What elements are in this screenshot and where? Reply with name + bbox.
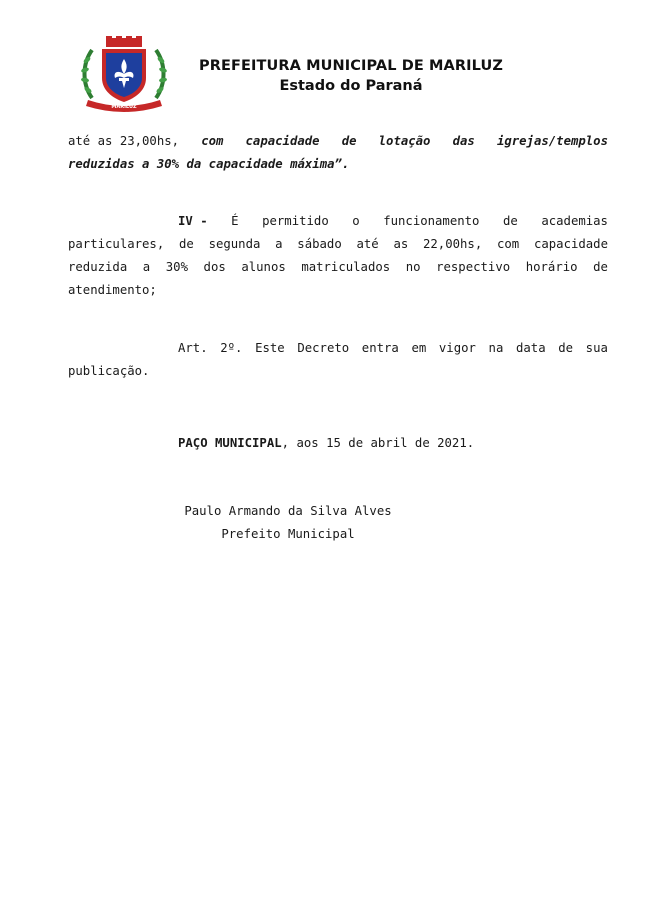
- paragraph-line: Art. 2º. Este Decreto entra em vigor na data de sua: [178, 341, 608, 355]
- item-label: IV -: [178, 214, 208, 228]
- closing-date: , aos 15 de abril de 2021.: [281, 436, 475, 450]
- closing-line: [68, 432, 608, 455]
- letterhead-title: PREFEITURA MUNICIPAL DE MARILUZ: [199, 58, 503, 74]
- paragraph-line: até as 23,00hs, com capacidade de lotação das igrejas/templos: [68, 134, 608, 148]
- paragraph-line: particulares, de segunda a sábado até as 22,00hs, com capacidade: [68, 237, 608, 251]
- paragraph-line: reduzida a 30% dos alunos matriculados no respectivo horário de: [68, 260, 608, 274]
- letterhead: [186, 56, 516, 96]
- svg-text:MARILUZ: MARILUZ: [111, 104, 137, 110]
- paragraph-line: publicação.: [68, 364, 150, 378]
- letterhead-subtitle: Estado do Paraná: [279, 78, 423, 94]
- paragraph-article-2: [68, 337, 608, 383]
- paragraph-item-iv: [68, 210, 608, 302]
- paragraph-line: atendimento;: [68, 283, 157, 297]
- signatory-name: Paulo Armando da Silva Alves: [184, 504, 392, 518]
- paragraph-line: reduzidas a 30% da capacidade máxima”.: [68, 157, 350, 171]
- municipal-coat-of-arms-icon: [78, 34, 170, 112]
- paragraph-continuation: [68, 130, 608, 176]
- paragraph-line: IV - É permitido o funcionamento de academias: [68, 210, 608, 233]
- signature-block: [68, 500, 508, 546]
- signatory-role: Prefeito Municipal: [221, 527, 355, 541]
- closing-place: PAÇO MUNICIPAL: [178, 436, 282, 450]
